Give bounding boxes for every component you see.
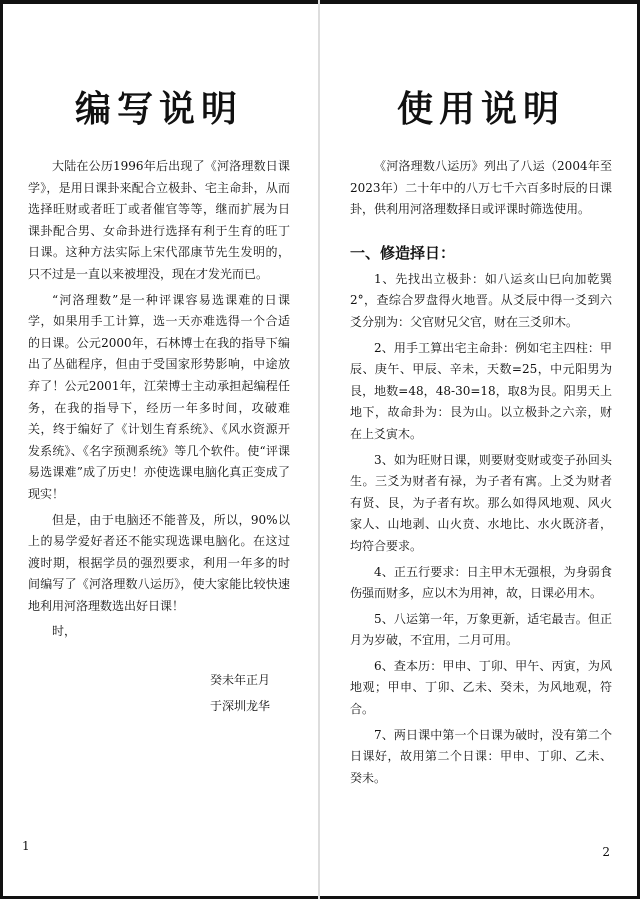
left-paragraph-3: 但是，由于电脑还不能普及，所以，90%以上的易学爱好者还不能实现选课电脑化。在这过渡时期，根据学员的强烈要求，利用一年多的时间编写了《河洛理数八运历》，使大家能比较快速地利用河洛理数选出好日课！ (28, 512, 290, 613)
right-page (350, 0, 612, 899)
left-paragraph-1: 大陆在公历1996年后出现了《河洛理数日课学》，是用日课卦来配合立极卦、宅主命卦，从而选择旺财或者旺丁或者催官等等，继而扩展为日课卦配合男、女命卦进行选择有利于生育的旺丁日课。这种方法实际上宋代邵康节先生发明的，只不过是一直以来被埋没，现在才发光而已。 (28, 159, 290, 281)
left-page-title: 编写说明 (74, 89, 243, 130)
right-item-1: 1、先找出立极卦：如八运亥山巳向加乾巽2°，查综合罗盘得火地晋。从爻辰中得一爻到六爻分别为：父官财兄父官，财在三爻卯木。 (350, 271, 612, 329)
right-item-5: 5、八运第一年，万象更新，适宅最吉。但正月为岁破，不宜用，二月可用。 (350, 611, 612, 648)
right-page-number: 2 (602, 845, 610, 859)
page-gutter (318, 0, 320, 899)
right-intro: 《河洛理数八运历》列出了八运（2004年至2023年）二十年中的八万七千六百多时辰的日课卦，供利用河洛理数择日或评课时筛选使用。 (350, 159, 612, 217)
right-item-2: 2、用手工算出宅主命卦：例如宅主四柱：甲辰、庚午、甲辰、辛未，天数=25，中元阳男为艮，地数=48，48-30=18，取8为艮。阳男天上地下，故命卦为：艮为山。以立极卦之六亲，财在上爻寅木。 (350, 340, 612, 441)
left-page-body (28, 156, 290, 719)
left-page-number: 1 (22, 839, 30, 853)
section-heading: 一、修造择日： (350, 243, 456, 262)
right-page-title: 使用说明 (396, 89, 565, 130)
left-paragraph-4: 时， (52, 624, 77, 639)
right-item-6: 6、查本历：甲申、丁卯、甲午、丙寅，为风地观；甲申、丁卯、乙未、癸未，为风地观，符合。 (350, 658, 612, 717)
left-page (28, 0, 290, 899)
sign-author: 于深圳龙华 (209, 699, 270, 714)
right-page-body (350, 156, 612, 789)
right-item-3: 3、如为旺财日课，则要财变财或变子孙回头生。三爻为财者有禄，为子者有寓。上爻为财者有贤、艮，为子者有坎。那么如得风地观、风火家人、山地剥、山火贲、水地比、水火既济者，均符合要求。 (350, 452, 612, 553)
sign-date: 癸未年正月 (209, 673, 270, 688)
signature-block (28, 667, 290, 719)
right-item-7: 7、两日课中第一个日课为破时，没有第二个日课好，故用第二个日课：甲申、丁卯、乙未、癸未。 (350, 727, 612, 785)
right-item-4: 4、正五行要求：日主甲木无强根，为身弱食伤强而财多，应以木为用神，故，日课必用木。 (350, 564, 612, 601)
scan-border-left (0, 0, 3, 899)
left-paragraph-2: “河洛理数”是一种评课容易选课难的日课学，如果用手工计算，选一天亦难选得一个合适的日课。公元2000年，石林博士在我的指导下编出了丛础程序，但由于受国家形势影响，中途放弃了！公元2001年，江荣博士主动承担起编程任务，在我的指导下，经历一年多时间，攻破难关，终于编好了《计划生育系统》、《风水资源开发系统》、《名字预测系统》等几个软件。使“评课易选课难”成了历史！亦使选课电脑化真正变成了现实！ (28, 292, 290, 501)
